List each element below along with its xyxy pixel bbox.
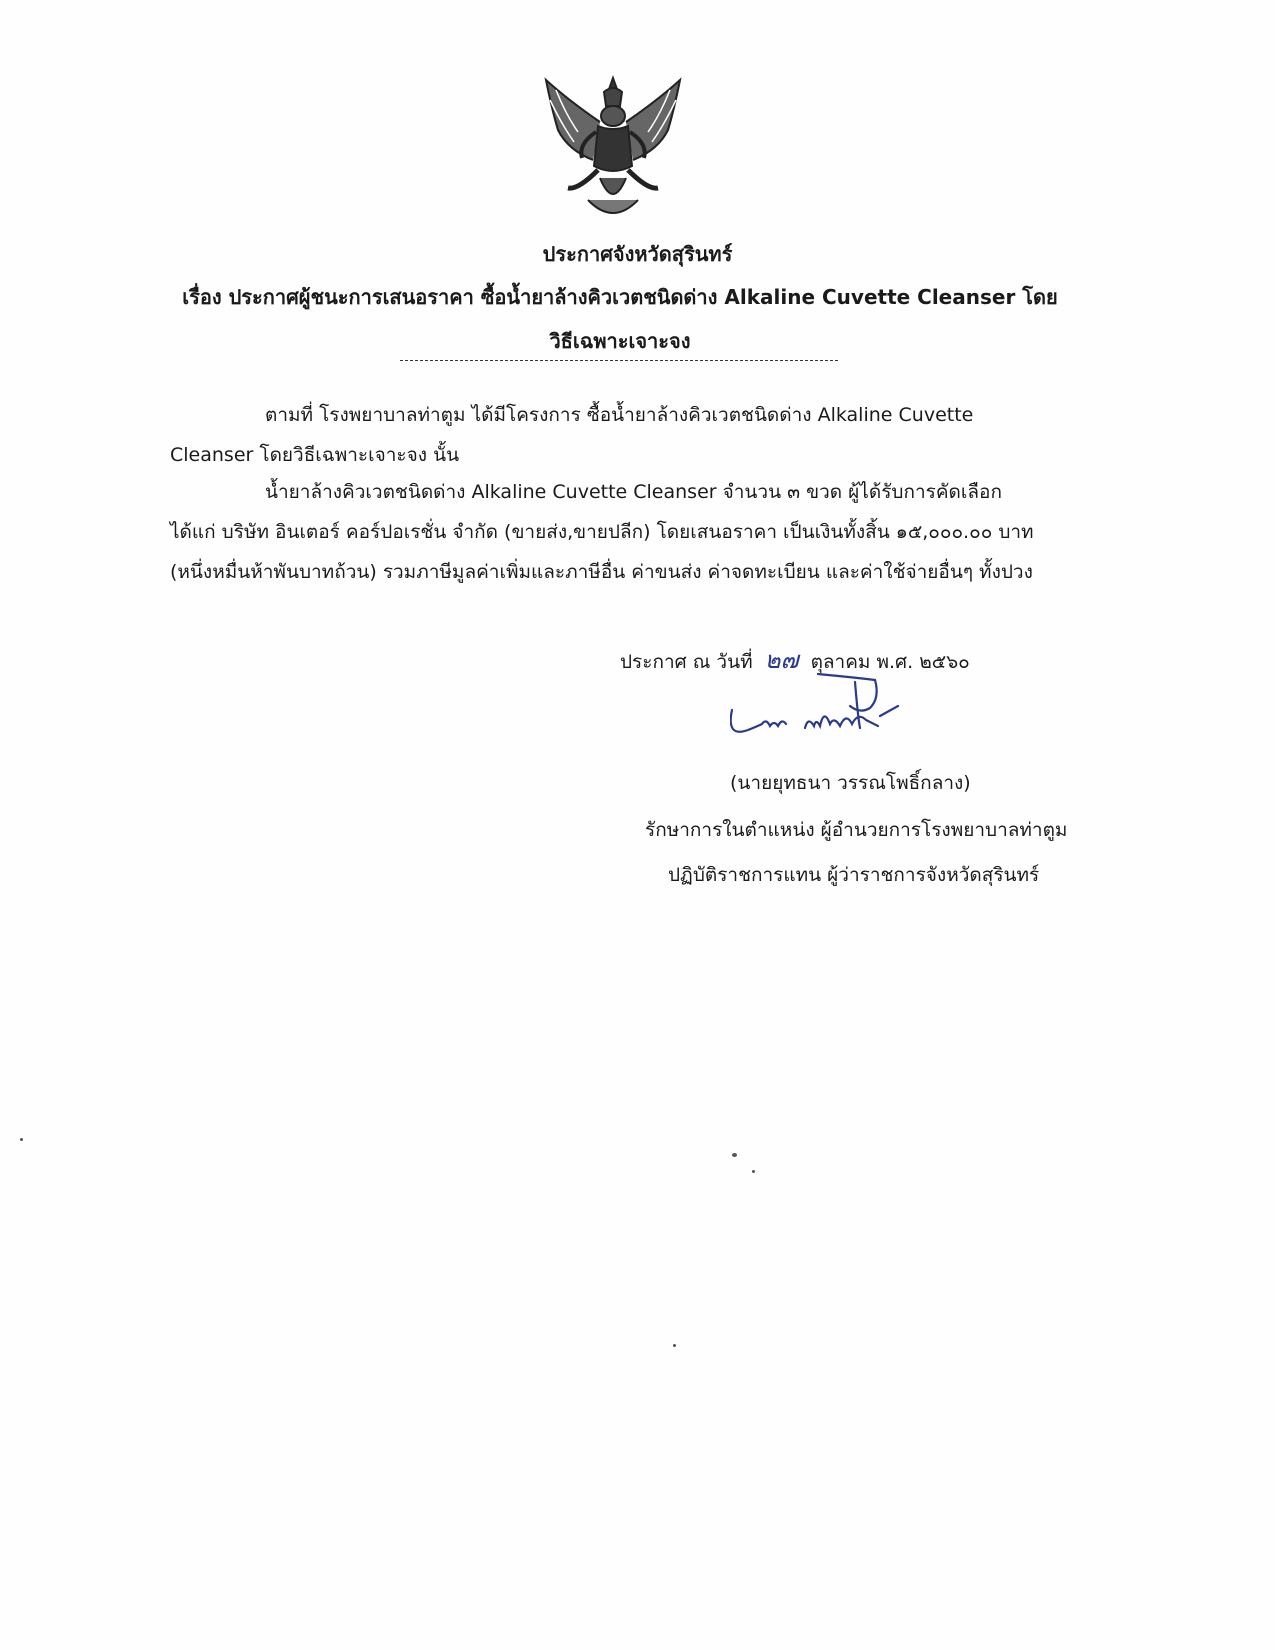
signatory-acting: ปฏิบัติราชการแทน ผู้ว่าราชการจังหวัดสุรินทร์ (668, 864, 1040, 886)
paragraph-project: ตามที่ โรงพยาบาลท่าตูม ได้มีโครงการ ซื้อน้ำยาล้างคิวเวตชนิดด่าง Alkaline Cuvette Cleanser โดยวิธีเฉพาะเจาะจง นั้น (170, 404, 974, 466)
announcer-title: ประกาศจังหวัดสุรินทร์ (542, 242, 733, 266)
paragraph-winner: น้ำยาล้างคิวเวตชนิดด่าง Alkaline Cuvette Cleanser จำนวน ๓ ขวด ผู้ได้รับการคัดเลือก ได้แก่ บริษัท อินเตอร์ คอร์ปอเรชั่น จำกัด (ขายส่ง,ขายปลีก) โดยเสนอราคา เป็นเงินทั้งสิ้น ๑๕,๐๐๐.๐๐ บาท (หนึ่งหมื่นห้าพันบาทถ้วน) รวมภาษีมูลค่าเพิ่มและภาษีอื่น ค่าขนส่ง ค่าจดทะเบียน และค่าใช้จ่ายอื่นๆ ทั้งปวง (170, 481, 1034, 583)
scan-speck (20, 1138, 23, 1141)
signatory-position: รักษาการในตำแหน่ง ผู้อำนวยการโรงพยาบาลท่าตูม (645, 819, 1068, 841)
handwritten-signature (730, 668, 950, 768)
date-prefix: ประกาศ ณ วันที่ (620, 651, 753, 673)
announcement-subject: เรื่อง ประกาศผู้ชนะการเสนอราคา ซื้อน้ำยาล้างคิวเวตชนิดด่าง Alkaline Cuvette Cleanser โดยวิธีเฉพาะเจาะจง (182, 285, 1058, 353)
scan-speck (673, 1344, 676, 1347)
scan-speck (752, 1170, 755, 1173)
scan-speck (732, 1153, 737, 1157)
divider (400, 360, 838, 361)
handwritten-day: ๒๗ (764, 646, 799, 674)
date-suffix: ตุลาคม พ.ศ. ๒๕๖๐ (810, 651, 970, 673)
signatory-name: (นายยุทธนา วรรณโพธิ์กลาง) (730, 772, 971, 794)
garuda-emblem-icon (538, 70, 688, 230)
